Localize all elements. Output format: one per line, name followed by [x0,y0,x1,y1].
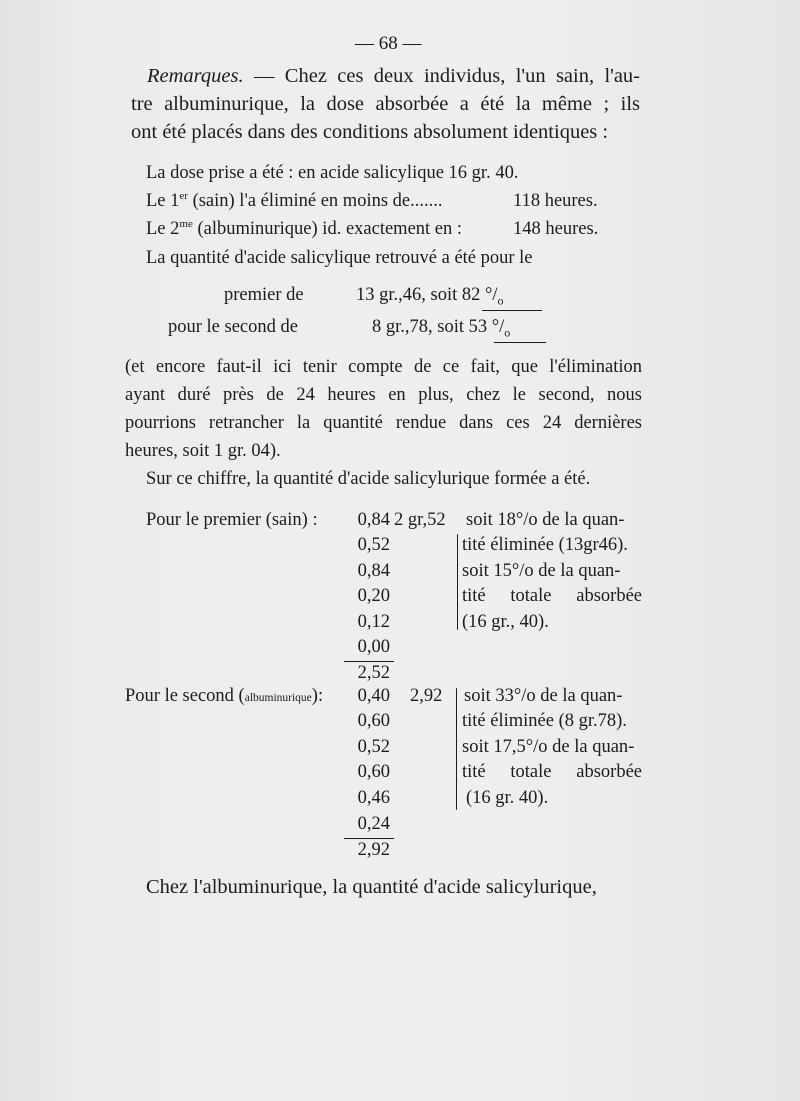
remarks-label: Remarques. [147,65,244,87]
second-prefix: Le 2 [146,219,180,239]
page-number: — 68 — [355,33,422,54]
table1-note-3 [462,561,620,582]
second-value [372,317,510,341]
table2-note-4: tité totale absorbée [462,762,642,782]
second-elimination-value: 148 heures. [513,219,599,239]
table2-note-2: tité éliminée (8 gr.78). [462,711,627,731]
table2-value-1: 0,40 [357,686,390,706]
premier-label: premier de [224,285,304,305]
table2-value-3: 0,52 [357,737,390,757]
paragraph-line-5: Sur ce chiffre, la quantité d'acide salicylurique formée a été. [146,469,591,489]
remarks-line-1 [147,65,640,88]
table1-value-2: 0,52 [357,535,390,555]
table2-note-3-suffix: o de la quan- [538,737,635,757]
paragraph-line-3: pourrions retrancher la quantité rendue dans ces 24 dernières [125,413,642,433]
table1-total-right: 2 gr,52 [394,510,446,530]
table1-label: Pour le premier (sain) : [146,510,318,530]
premier-percent: 82 °/ [461,285,498,305]
table2-label-post: ): [311,686,324,706]
remarks-text-1: — Chez ces deux individus, l'un sain, l'au- [253,65,641,87]
premier-value [356,285,504,309]
table2-value-4: 0,60 [357,762,390,782]
first-rest: (sain) l'a éliminé en moins de....... [192,191,443,211]
table1-note-4: tité totale absorbée [462,586,642,606]
table2-label-small: albuminurique [244,692,312,704]
recovered-line: La quantité d'acide salicylique retrouvé a été pour le [146,248,533,268]
table2-total: 2,92 [357,840,390,860]
premier-underline [482,310,542,311]
first-prefix: Le 1 [146,191,180,211]
premier-percent-sub: o [497,293,504,308]
remarks-line-2: tre albuminurique, la dose absorbée a été la même ; ils [131,93,640,115]
closing-line: Chez l'albuminurique, la quantité d'acide salicylurique, [146,876,597,898]
paragraph-line-1: (et encore faut-il ici tenir compte de ce fait, que l'élimination [125,357,642,377]
second-sup: me [179,217,193,230]
table2-value-5: 0,46 [357,788,390,808]
table1-value-6: 0,00 [357,637,390,657]
table1-total: 2,52 [357,663,390,683]
table2-note-1-suffix: o de la quan- [526,686,623,706]
second-underline [494,342,546,343]
dose-line: La dose prise a été : en acide salicylique 16 gr. 40. [146,163,519,183]
table2-value-6: 0,24 [357,814,390,834]
second-amount: 8 gr.,78, soit [372,317,464,337]
table1-value-3: 0,84 [357,561,390,581]
table1-note-5: (16 gr., 40). [462,612,549,632]
table2-note-5: (16 gr. 40). [466,788,549,808]
table1-note-1-text: soit 18°/ [466,510,529,530]
table2-note-3 [462,737,634,758]
table1-brace [457,534,458,630]
table2-note-3-text: soit 17,5°/ [462,737,539,757]
first-elimination-line [146,191,443,212]
table1-note-3-text: soit 15°/ [462,561,525,581]
premier-amount: 13 gr.,46, soit [356,285,458,305]
table2-label [125,686,323,707]
remarks-line-3: ont été placés dans des conditions absolument identiques : [131,121,609,143]
second-label: pour le second de [168,317,298,337]
table1-value-5: 0,12 [357,612,390,632]
table1-value-1: 0,84 [357,510,390,530]
second-percent-sub: o [504,325,511,340]
first-sup: er [179,189,188,202]
first-elimination-value: 118 heures. [513,191,598,211]
table1-note-1 [466,510,624,531]
second-elimination-line [146,219,462,240]
table2-note-1-text: soit 33°/ [464,686,527,706]
paragraph-line-2: ayant duré près de 24 heures en plus, chez le second, nous [125,385,642,405]
table1-value-4: 0,20 [357,586,390,606]
second-percent: 53 °/ [468,317,505,337]
table2-total-right: 2,92 [410,686,443,706]
table2-value-2: 0,60 [357,711,390,731]
table1-note-2: tité éliminée (13gr46). [462,535,628,555]
table1-note-3-suffix: o de la quan- [524,561,621,581]
paragraph-line-4: heures, soit 1 gr. 04). [125,441,281,461]
table2-note-1 [464,686,622,707]
table1-note-1-suffix: o de la quan- [528,510,625,530]
second-rest: (albuminurique) id. exactement en : [197,219,463,239]
table2-brace [456,688,457,810]
table2-label-pre: Pour le second ( [125,686,245,706]
